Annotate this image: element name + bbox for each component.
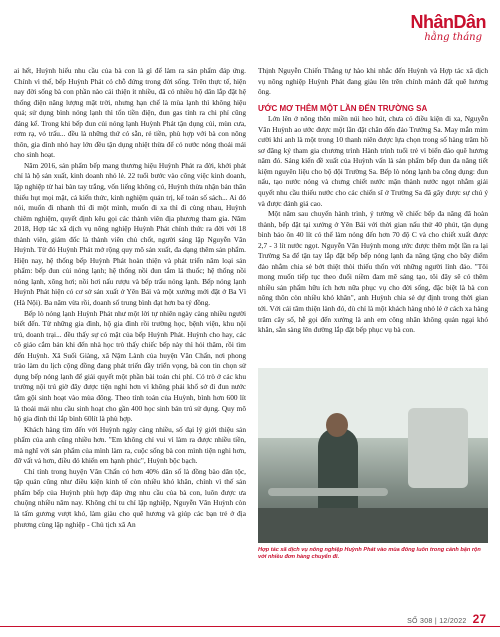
page-number: 27 (472, 612, 486, 626)
paragraph: Thịnh Nguyễn Chiến Thắng tự hào khi nhắc đến Huỳnh và Hợp tác xã dịch vụ nông nghiệp Huỳnh Phát đang giàu lên trên chính mảnh đất quê hương ông. (258, 66, 488, 97)
photo-floor (258, 508, 488, 543)
paragraph: Lớn lên ở nông thôn miền núi heo hút, chưa có điều kiện đi xa, Nguyễn Văn Huỳnh ao ước được một lần đặt chân đến đảo Trường Sa. May mắn mỉm cười khi anh là một trong 10 thanh niên được lựa chọn trong số hàng trăm hồ sơ đăng ký tham gia chương trình Hành trình tuổi trẻ vì biển đảo quê hương năm đó. Sáng kiến đề xuất của Huỳnh vấn là sản phẩm bếp đun đa năng tiết kiệm nguyên liệu cho bộ đội Trường Sa. Bếp lò nóng lạnh ba công dụng: đun nấu, tạo nước nóng và chưng chiết nước mặn thành nước ngọt nhằm giải quyết nhu cầu thiếu nước cho các chiến sĩ ở Trường Sa đã gây được sự chú ý và được đánh giá cao. (258, 114, 488, 208)
photo-tank (408, 408, 468, 488)
masthead-name: NhânDân (410, 12, 486, 32)
paragraph: Năm 2016, sản phẩm bếp mang thương hiệu Huỳnh Phát ra đời, khởi phát chỉ là hộ sản xuất, kinh doanh nhỏ lẻ. 22 tuổi bước vào công việc kinh doanh, lập nghiệp từ hai bàn tay trắng, vốn liếng không có, Huỳnh thừa nhận bản thân thiếu hụt mọi mặt, cả kiến thức, kinh nghiệm quản trị, kể toán số sách... Ai đó nói, muốn đi nhanh thì đi một mình, muốn đi xa thì đi cùng nhau, Huỳnh chiêm nghiệm, quyết định kêu gọi các thành viên địa phương tham gia. Năm 2018, Hợp tác xã dịch vụ nông nghiệp Huỳnh Phát chính thức ra đời với 18 thành viên, giám đốc là thành viên chủ chốt, người sáng lập Nguyễn Văn Huỳnh. Từ đó Huỳnh Phát mở rộng quy mô sản xuất, đa dạng thêm sản phẩm. Hiện nay, hệ thống bếp Huỳnh Phát hoàn thiện và phát triển năm loại sản phẩm: bếp đun củi nóng lạnh; hệ thống nồi đun tắm lá thuốc; hệ thống nồi nóng lạnh, xông hơi; nồi hơi nấu rượu và bếp trấu nóng lạnh. Bếp nóng lạnh Huỳnh Phát hiện có cơ sở sản xuất ở Yên Bái và một xưởng mới đặt ở Ba Vì (Hà Nội). Ba năm vừa rồi, doanh số trung bình đạt hơn ba tỷ đồng. (14, 160, 246, 308)
masthead-logo (406, 12, 486, 50)
paragraph: ai hết, Huỳnh hiểu nhu cầu của bà con là gì để làm ra sản phẩm đáp ứng. Chính vì thế, bếp Huỳnh Phát có chỗ đứng trong đời sống. Trên thực tế, hiện nay đời sống bà con phần nào cải thiện ít nhiều, đã có nhiều hộ dân lắp đặt hệ thống điện năng lượng mặt trời, nhưng hạn chế là mùa lạnh thì không hiệu quả; sử dụng bình nóng lạnh thì tốn tiền điện, đun gas tính ra chi phí cũng đáng kể. Trong khi bếp đun củi nóng lạnh Huỳnh Phát tận dụng củi, mùn cưa, rơm rạ, vỏ trấu... đều là những thứ có sẵn, rẻ tiền, phù hợp với bà con nông thôn, gia đình nhỏ hay lớn đều tận dụng nhiệt thừa để có nước nóng thoải mái cho sinh hoạt. (14, 66, 246, 160)
photo-worker-head (326, 413, 348, 437)
photo-pipe (268, 488, 388, 496)
photo-worker (318, 428, 358, 518)
section-heading: ƯỚC MƠ THÊM MỘT LẦN ĐẾN TRƯỜNG SA (258, 103, 428, 113)
photo-caption: Hợp tác xã dịch vụ nông nghiệp Huỳnh Phát vào mùa đông luôn trong cảnh bận rộn với nhiều đơn hàng chuyển đi. (258, 547, 481, 561)
paragraph: Một năm sau chuyến hành trình, ý tưởng về chiếc bếp đa năng đã hoàn thành, bếp đặt tại xưởng ở Yên Bái với thời gian nấu thử 40 phút, tận dụng bình bảo ôn 40 lít có thể làm nóng đến hơn 70 độ C và cho chiết xuất được 2,7 - 3 lít nước ngọt. Nguyễn Văn Huỳnh mong ước được thêm một lần ra lại Trường Sa để tận tay lắp đặt bếp bếp nóng lạnh đa năng tặng cho bây điểm đảo nhằm chia sẻ bớt thiệt thòi thiếu thốn với những người lính đảo. "Tôi mong muốn tiếp tục theo đuổi niềm đam mê sáng tạo, tôi đây sẽ có thêm nhiều sản phẩm hữu ích hơn nữa phục vụ cho đời sống, đặc biệt là bà con nông thôn còn nhiều khó khăn", anh Huỳnh chia sẻ dự định trong thời gian tới. Với cái tâm thiện lành đó, dù chỉ là một khách hàng nhỏ lẻ ở cách xa hàng trăm cây số, hễ gọi đến xưởng là anh em công nhân không quản ngại khó khăn, sẵn sàng lên đường lắp đặt bếp phục vụ bà con. (258, 209, 488, 335)
workshop-photo (258, 368, 488, 543)
page-footer (407, 612, 486, 626)
paragraph: Bếp lò nóng lạnh Huỳnh Phát như một lời tự nhiên ngày càng nhiều người biết đến. Từ những gia đình, hộ gia đình rồi trường học, bệnh viện, khu nội trú, doanh trại... đều thấy sự có mặt của bếp Huỳnh Phát. Huỳnh cho hay, các cô giáo cắm bản khi đến nhà học trò thấy chiếc bếp này thì hỏi thăm, rồi tìm đến Huỳnh. Xã Suối Giàng, xã Nậm Lành của huyện Văn Chấn, nơi phong trào làm du lịch cộng đồng đang phát triển đầy triển vọng, bà con tin chọn sử dụng bếp nóng lạnh để giải quyết một phần bài toán chi phí. Có trò ở các khu trường nội trú giờ đây được tiện nghi hơn vì không phải khổ sở đi đun nước tắm gội sinh hoạt vào mùa đông. Theo tính toán của Huỳnh, bình hơn 600 lít là thoải mái nhu cầu sinh hoạt cho gần 400 học sinh bán trú sử dụng. Quy mô hộ gia đình thì lắp bình 60lít là phù hợp. (14, 308, 246, 424)
masthead-subtitle: hằng tháng (424, 32, 482, 43)
article-right-column (258, 66, 488, 336)
footer-divider (0, 626, 500, 627)
paragraph: Chỉ tính trong huyện Văn Chấn có hơn 40% dân số là đồng bào dân tộc, tập quán cũng như điều kiện kinh tế còn nhiều khó khăn, chính vì thế sản phẩm bếp của Huỳnh phù hợp đáp ứng nhu cầu của bà con, luôn được ưa chuộng nhiều năm nay. Không chỉ tu chí lập nghiệp, Nguyễn Văn Huỳnh còn là tấm gương vượt khó, làm giàu cho quê hương và giúp các bạn trẻ ở địa phương cùng lập nghiệp - Chủ tịch xã An (14, 466, 246, 529)
article-left-column (14, 66, 246, 530)
issue-number: SỐ 308 | 12/2022 (407, 618, 467, 625)
paragraph: Khách hàng tìm đến với Huỳnh ngày càng nhiều, số đại lý giới thiệu sản phẩm của anh cũng nhiều hơn. "Em không chỉ vui vì làm ra được nhiều tiền, mà nghĩ với sản phẩm của mình làm ra, cuộc sống bà con mình tiện nghi hơn, đỡ vất vả hơn, điều đó khiến em hạnh phúc", Huỳnh bộc bạch. (14, 424, 246, 466)
